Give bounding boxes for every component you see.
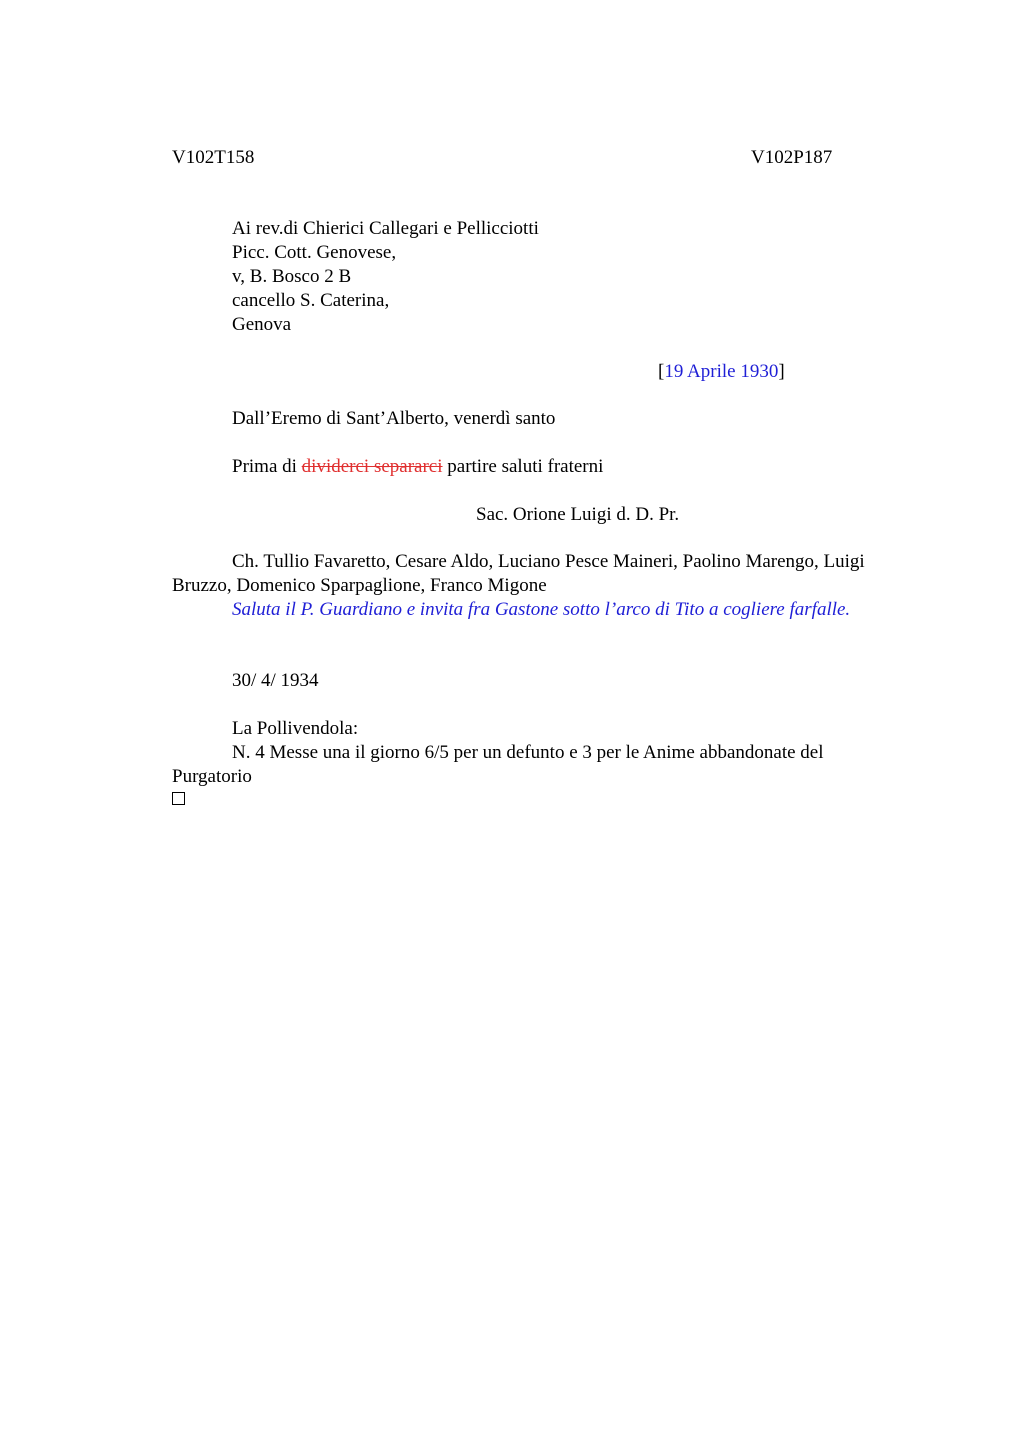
address-line: Genova [232,314,292,335]
date-value: 19 Aprile 1930 [664,361,779,382]
place-line: Dall’Eremo di Sant’Alberto, venerdì santo [232,408,556,429]
cosigners-line: Ch. Tullio Favaretto, Cesare Aldo, Luciano Pesce Maineri, Paolino Marengo, Luigi [232,551,865,572]
address-line: v, B. Bosco 2 B [232,266,352,287]
signature: Sac. Orione Luigi d. D. Pr. [476,504,680,525]
date-close-bracket: ] [778,361,785,382]
address-line: cancello S. Caterina, [232,290,390,311]
address-line: Ai rev.di Chierici Callegari e Pellicciotti [232,218,539,239]
seller-line: La Pollivendola: [232,718,359,739]
second-date: 30/ 4/ 1934 [232,670,319,691]
greeting-suffix: partire saluti fraterni [442,456,604,477]
masses-line: Purgatorio [172,766,252,787]
masses-line: N. 4 Messe una il giorno 6/5 per un defunto e 3 per le Anime abbandonate del [232,742,824,763]
editorial-note: Saluta il P. Guardiano e invita fra Gastone sotto l’arco di Tito a cogliere farfalle. [232,599,851,620]
address-line: Picc. Cott. Genovese, [232,242,397,263]
reference-code-right: V102P187 [751,147,833,168]
date-open-bracket: [ [658,361,665,382]
greeting-prefix: Prima di [232,456,302,477]
struck-text: dividerci separarci [301,456,443,477]
reference-code-left: V102T158 [172,147,255,168]
cosigners-line: Bruzzo, Domenico Sparpaglione, Franco Migone [172,575,547,596]
letter-date [658,360,785,384]
checkbox-icon [172,792,185,805]
greeting-line [232,455,603,479]
